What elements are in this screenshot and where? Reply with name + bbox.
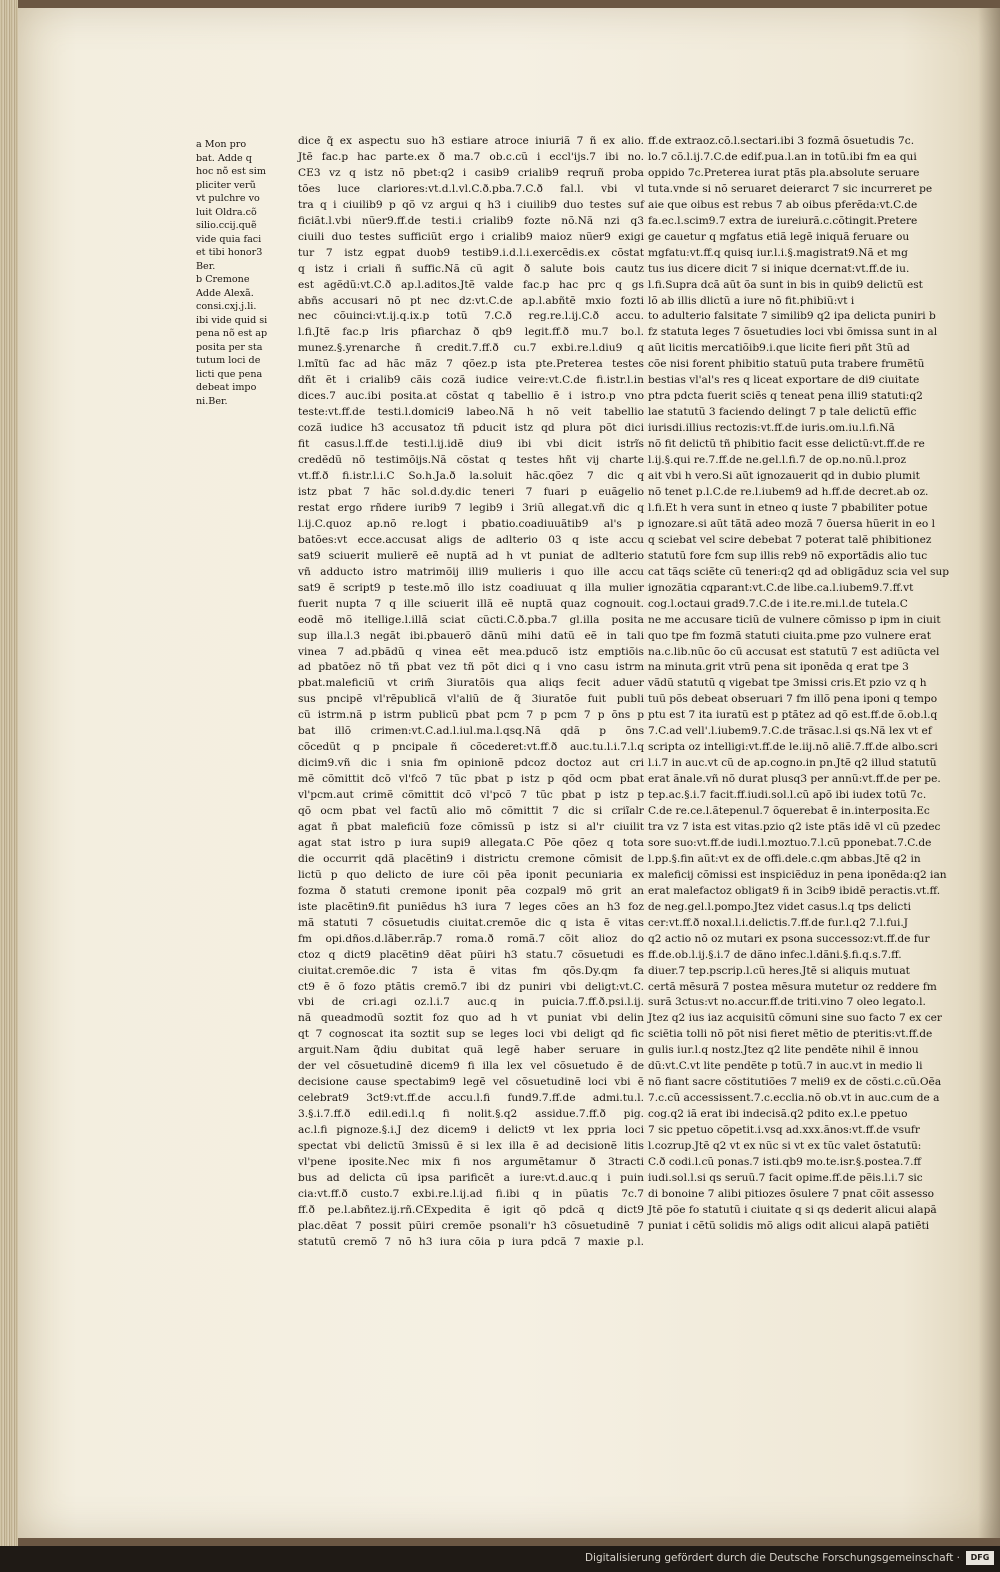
main-text-line: vl'pcm.aut crimẽ cõmittit dcõ vl'pcõ 7 tũc pbat p istz p bbox=[298, 789, 644, 802]
gloss-line: Ber. bbox=[196, 260, 216, 272]
main-text-line: batões:vt ecce.accusat aligs de adlterio 03 q iste accu bbox=[298, 533, 644, 546]
main-text-line: die occurrit qdã placẽtin9 i districtu cremone cõmisit de bbox=[298, 852, 644, 865]
gloss-line: bat. Adde q bbox=[196, 152, 252, 164]
right-text-line: l.fi.Supra dcã aũt õa sunt in bis in quib9 delictũ est bbox=[648, 278, 923, 291]
right-text-line: na.c.lib.nũc õo cũ accusat est statutũ 7 est adiũcta vel bbox=[648, 645, 940, 658]
main-text-line: dicim9.vñ dic i snia fm opinionẽ pdcoz doctoz aut cri bbox=[298, 757, 644, 770]
footer-bar bbox=[0, 1546, 1000, 1572]
right-text-line: 7.c.cũ accessissent.7.c.ecclia.nõ ob.vt in auc.cum de a bbox=[648, 1092, 940, 1105]
main-text-line: sup illa.l.3 negãt ibi.pbauerõ dãnũ mihi datũ eẽ in tali bbox=[298, 629, 644, 642]
main-text-line: dices.7 auc.ibi posita.at cõstat q tabellio ẽ i istro.p vno bbox=[298, 390, 644, 403]
main-text-line: l.mĩtũ fac ad hãc mãz 7 qõez.p ista pte.Preterea testes bbox=[298, 358, 644, 371]
gloss-line: silio.ccij.quẽ bbox=[196, 220, 257, 231]
main-text-line: dñt ẽt i crialib9 cãis cozã iudice veire:vt.C.de fi.istr.l.in bbox=[298, 374, 644, 387]
right-text-line: Jtẽ põe fo statutũ i ciuitate q si qs dederit alicui alapã bbox=[648, 1203, 937, 1216]
main-text-line: statutũ cremõ 7 nõ h3 iura cõia p iura pdcã 7 maxie p.l. bbox=[298, 1235, 644, 1248]
right-text-line: fa.ec.l.scim9.7 extra de iureiurã.c.cõtingit.Pretere bbox=[648, 214, 918, 227]
main-text-line: nec cõuinci:vt.ij.q.ix.p totũ 7.C.ð reg.re.l.ij.C.ð accu. bbox=[298, 310, 644, 323]
main-text-line: mã statuti 7 cõsuetudis ciuitat.cremõe dic q ista ẽ vitas bbox=[298, 916, 644, 929]
right-text-line: ignozãtia cqparant:vt.C.de libe.ca.l.iubem9.7.ff.vt bbox=[648, 581, 914, 594]
right-text-line: q sciebat vel scire debebat 7 poterat talẽ phibitionez bbox=[648, 533, 932, 546]
main-text-line: l.fi.Jtẽ fac.p lris pfiarchaz ð qb9 legit.ff.ð mu.7 bo.l. bbox=[298, 326, 644, 339]
main-text-line: sus pncipẽ vl'rẽpublicã vl'aliũ de q̃ 3iuratõe fuit publi bbox=[298, 693, 644, 706]
gloss-line: ni.Ber. bbox=[196, 395, 228, 407]
main-text-line: munez.§.yrenarche ñ credit.7.ff.ð cu.7 exbi.re.l.diu9 q bbox=[298, 342, 644, 355]
gloss-line: vt pulchre vo bbox=[196, 193, 260, 204]
right-text-column bbox=[648, 134, 982, 1344]
right-text-line: ne me accusare ticiũ de vulnere cõmisso p ipm in ciuit bbox=[648, 613, 941, 626]
right-text-line: sore suo:vt.ff.de iudi.l.moztuo.7.l.cũ pponebat.7.C.de bbox=[648, 836, 932, 849]
right-text-line: ff.de extraoz.cõ.l.sectari.ibi 3 fozmã õsuetudis 7c. bbox=[648, 135, 915, 147]
right-text-line: erat ãnale.vñ nõ durat plusq3 per annũ:vt.ff.de per pe. bbox=[648, 773, 941, 786]
gloss-line: Adde Alexã. bbox=[196, 287, 254, 299]
main-text-line: fozma ð statuti cremone iponit pẽa cozpal9 mõ grit an bbox=[298, 884, 644, 897]
right-text-line: nõ tenet p.l.C.de re.l.iubem9 ad h.ff.de decret.ab oz. bbox=[648, 485, 929, 498]
right-text-line: nõ fit delictũ tñ phibitio facit esse delictũ:vt.ff.de re bbox=[648, 438, 925, 451]
right-text-line: tep.ac.§.i.7 facit.ff.iudi.sol.l.cũ apõ ibi iudex totũ 7c. bbox=[648, 789, 927, 802]
right-text-line: cõe nisi forent phibitio statuũ puta trabere frumẽtũ bbox=[648, 358, 925, 371]
main-text-line: vñ adducto istro matrimõij illi9 mulieris i quo ille accu bbox=[298, 565, 644, 578]
right-text-line: statutũ fore fcm sup illis reb9 nõ exportãdis alio tuc bbox=[648, 549, 928, 562]
right-text-line: nõ fiant sacre cõstitutiões 7 meli9 ex de cõsti.c.cũ.Oẽa bbox=[648, 1076, 942, 1089]
right-text-line: sciẽtia tolli nõ põt nisi fieret mẽtio de pteritis:vt.ff.de bbox=[648, 1028, 933, 1041]
main-text-line: decisione cause spectabim9 legẽ vel cõsuetudinẽ loci vbi ẽ bbox=[298, 1076, 644, 1089]
right-text-line: tuũ põs debeat obseruari 7 fm illõ pena iponi q tempo bbox=[648, 693, 938, 706]
main-text-line: plac.dẽat 7 possit pũiri cremõe psonali'r h3 cõsuetudinẽ 7 bbox=[298, 1219, 644, 1232]
main-text-line: bat illõ crimen:vt.C.ad.l.iul.ma.l.qsq.Nã qdã p õns bbox=[298, 725, 644, 738]
right-text-line: dũ:vt.C.vt lite pendẽte p totũ.7 in auc.vt in medio li bbox=[648, 1060, 923, 1073]
right-text-line: l.cozrup.Jtẽ q2 vt ex nũc si vt ex tũc valet õstatutũ: bbox=[648, 1140, 922, 1153]
main-text-line: fm opi.dños.d.lãber.rãp.7 roma.ð romã.7 cõit alioz do bbox=[298, 932, 644, 945]
main-text-line: eodẽ mõ itellige.l.illã sciat cũcti.C.ð.pba.7 gl.illa posita bbox=[298, 613, 644, 626]
right-text-line: quo tpe fm fozmã statuti ciuita.pme pzo vulnere erat bbox=[648, 629, 932, 642]
right-text-line: l.i.7 in auc.vt cũ de ap.cogno.in pn.Jtẽ q2 illud statutũ bbox=[648, 757, 937, 770]
right-text-line: ptu est 7 ita iuratũ est p ptãtez ad qõ est.ff.de õ.ob.l.q bbox=[648, 709, 938, 722]
main-text-line: ciuitat.cremõe.dic 7 ista ẽ vitas fm qõs.Dy.qm fa bbox=[298, 964, 644, 977]
gloss-line: pena nõ est ap bbox=[196, 328, 268, 339]
right-text-line: diuer.7 tep.pscrip.l.cũ heres.Jtẽ si aliquis mutuat bbox=[648, 964, 910, 977]
main-text-line: dice q̃ ex aspectu suo h3 estiare atroce iniuriã 7 ñ ex alio. bbox=[298, 135, 644, 147]
main-text-line: q istz i criali ñ suffic.Nã cũ agit ð salute bois cautz bbox=[298, 262, 644, 275]
right-text-line: certã mẽsurã 7 postea mẽsura mutetur oz reddere fm bbox=[648, 980, 937, 993]
right-text-line: ignozare.si aũt tãtã adeo mozã 7 õuersa hũerit in eo l bbox=[648, 517, 935, 530]
right-text-line: cat tãqs sciẽte cũ teneri:q2 qd ad obligãduz scia vel sup bbox=[648, 565, 950, 578]
gloss-line: posita per sta bbox=[196, 341, 263, 353]
main-text-line: iste placẽtin9.fit puniẽdus h3 iura 7 leges cões an h3 foz bbox=[298, 900, 644, 913]
right-text-line: q2 actio nõ oz mutari ex psona successoz:vt.ff.de fur bbox=[648, 932, 930, 945]
main-text-line: Jtẽ fac.p hac parte.ex ð ma.7 ob.c.cũ i eccl'ijs.7 ibi no. bbox=[298, 150, 644, 163]
main-text-line: vinea 7 ad.pbãdũ q vinea eẽt mea.pducõ istz emptiõis bbox=[298, 645, 644, 658]
main-text-line: est agẽdũ:vt.C.ð ap.l.aditos.Jtẽ valde fac.p hac prc q gs bbox=[298, 278, 644, 291]
main-text-line: sat9 ẽ script9 p teste.mõ illo istz coadiuuat q illa mulier bbox=[298, 581, 644, 594]
right-text-line: tus ius dicere dicit 7 si inique dcernat:vt.ff.de iu. bbox=[648, 262, 910, 275]
main-text-line: ac.l.fi pignoze.§.i.J dez dicem9 i delict9 vt lex ppria loci bbox=[298, 1124, 644, 1137]
main-text-line: credẽdũ nõ testimõijs.Nã cõstat q testes hñt vij charte bbox=[298, 454, 644, 467]
main-text-line: qõ ocm pbat vel factũ alio mõ cõmittit 7 dic si criĩalr bbox=[298, 805, 644, 818]
main-text-line: restat ergo rñdere iurib9 7 legib9 i 3riũ allegat.vñ dic q bbox=[298, 501, 644, 514]
gloss-line: tutum loci de bbox=[196, 355, 261, 366]
main-text-line: agat ñ pbat maleficiũ foze cõmissũ p istz si al'r ciuilit bbox=[298, 820, 644, 833]
right-text-line: puniat i cẽtũ solidis mõ aligs odit alicui alapã patiẽti bbox=[648, 1219, 930, 1232]
main-text-line: ct9 ẽ õ fozo ptãtis cremõ.7 ibi dz puniri vbi deligt:vt.C. bbox=[298, 980, 644, 993]
gloss-line: a Mon pro bbox=[196, 139, 247, 150]
gloss-line: luit Oldra.cõ bbox=[196, 206, 257, 218]
gloss-line: b Cremone bbox=[196, 274, 250, 285]
right-text-line: surã 3ctus:vt no.accur.ff.de triti.vino 7 oleo legato.l. bbox=[648, 996, 926, 1009]
right-text-line: cog.l.octaui grad9.7.C.de i ite.re.mi.l.de tutela.C bbox=[648, 597, 908, 610]
right-text-line: na minuta.grit vtrũ pena sit iponẽda q erat tpe 3 bbox=[648, 661, 909, 674]
right-text-line: cer:vt.ff.ð noxal.l.i.delictis.7.ff.de fur.l.q2 7.l.fui.J bbox=[648, 916, 908, 929]
right-text-line: scripta oz intelligi:vt.ff.de le.iij.nõ aliẽ.7.ff.de albo.scri bbox=[648, 741, 938, 754]
main-text-line: cõcedũt q p pncipale ñ cõcederet:vt.ff.ð auc.tu.l.i.7.l.q bbox=[298, 741, 644, 754]
main-text-line: abñs accusari nõ pt nec dz:vt.C.de ap.l.abñtẽ mxio fozti bbox=[298, 294, 644, 307]
right-text-line: de neg.gel.l.pompo.Jtez videt casus.l.q tps delicti bbox=[648, 900, 912, 913]
main-text-line: 3.§.i.7.ff.ð edil.edi.l.q fi nolit.§.q2 assidue.7.ff.ð pig. bbox=[298, 1108, 644, 1121]
right-text-line: ait vbi h vero.Si aũt ignozauerit qd in dubio plumit bbox=[648, 470, 920, 483]
main-text-line: arguit.Nam q̃diu dubitat quã legẽ haber seruare in bbox=[298, 1044, 644, 1057]
right-text-line: erat malefactoz obligat9 ñ in 3cib9 ibidẽ peractis.vt.ff. bbox=[648, 884, 941, 897]
dfg-logo: DFG bbox=[966, 1551, 994, 1565]
main-text-line: cũ istrm.nã p istrm publicũ pbat pcm 7 p pcm 7 p õns p bbox=[298, 709, 644, 722]
main-text-line: ficiãt.l.vbi nũer9.ff.de testi.i crialib9 fozte nõ.Nã nzi q3 bbox=[298, 214, 644, 227]
main-text-line: fuerit nupta 7 q ille sciuerit illã eẽ nuptã quaz cognouit. bbox=[298, 597, 644, 610]
main-text-line: spectat vbi delictũ 3missũ ẽ si lex illa ẽ ad decisionẽ litis bbox=[298, 1140, 644, 1153]
main-text-line: sat9 sciuerit mulierẽ eẽ nuptã ad h vt puniat de adlterio bbox=[298, 549, 644, 562]
main-text-line: vbi de cri.agi oz.l.i.7 auc.q in puicia.7.ff.ð.psi.l.ij. bbox=[298, 996, 644, 1009]
marginal-gloss-column bbox=[196, 138, 268, 408]
main-text-line: CE3 vz q istz nõ pbet:q2 i casib9 crialib9 reqruñ proba bbox=[298, 166, 644, 179]
right-text-line: mgfatu:vt.ff.q quisq iur.l.i.§.magistrat9.Nã et mg bbox=[648, 246, 908, 259]
right-text-line: lõ ab illis dlictũ a iure nõ fit.phibiũ:vt i bbox=[648, 294, 855, 307]
main-text-line: mẽ cõmittit dcõ vl'fcõ 7 tũc pbat p istz p qõd ocm pbat bbox=[298, 773, 644, 786]
right-text-line: C.de re.ce.l.ãtepenul.7 õquerebat ẽ in.interposita.Ec bbox=[648, 805, 930, 818]
main-text-line: teste:vt.ff.de testi.l.domici9 labeo.Nã h nõ veit tabellio bbox=[298, 406, 644, 419]
right-text-line: cog.q2 iã erat ibi indecisã.q2 pdito ex.l.e ppetuo bbox=[648, 1108, 908, 1121]
right-text-line: bestias vl'al's res q liceat exportare de di9 ciuitate bbox=[648, 374, 920, 387]
right-text-line: vãdũ statutũ q vigebat tpe 3missi cris.Et pzio vz q h bbox=[648, 677, 927, 690]
main-text-line: istz pbat 7 hãc sol.d.dy.dic teneri 7 fuari p euãgelio bbox=[298, 485, 644, 498]
main-text-column bbox=[298, 134, 644, 1251]
main-text-line: agat stat istro p iura supi9 allegata.C Põe qõez q tota bbox=[298, 836, 644, 849]
gloss-line: ibi vide quid si bbox=[196, 314, 268, 326]
main-text-line: vt.ff.ð fi.istr.l.i.C So.h.Ja.ð la.soluit hãc.qõez 7 dic q bbox=[298, 470, 644, 483]
main-text-line: tões luce clariores:vt.d.l.vl.C.ð.pba.7.C.ð fal.l. vbi vl bbox=[298, 182, 644, 195]
right-text-line: iudi.sol.l.si qs seruũ.7 facit opime.ff.de pẽis.l.i.7 sic bbox=[648, 1171, 923, 1184]
page-edges bbox=[0, 0, 18, 1546]
main-text-line: l.ij.C.quoz ap.nõ re.logt i pbatio.coadiuuãtib9 al's p bbox=[298, 517, 644, 530]
main-text-line: tur 7 istz egpat duob9 testib9.i.d.l.i.exercẽdis.ex cõstat bbox=[298, 246, 644, 259]
right-text-line: l.pp.§.fin aũt:vt ex de offi.dele.c.qm abbas.Jtẽ q2 in bbox=[648, 852, 921, 865]
main-text-line: cozã iudice h3 accusatoz tñ pducit istz qd plura põt dici bbox=[298, 422, 644, 435]
main-text-line: ciuili duo testes sufficiũt ergo i crialib9 maioz nũer9 exigi bbox=[298, 230, 644, 243]
right-text-line: aie que oibus est rebus 7 ab oibus pferẽda:vt.C.de bbox=[648, 198, 918, 211]
right-text-line: ge cauetur q mgfatus etiã legẽ iniquã feruare ou bbox=[648, 230, 910, 243]
main-text-line: lictũ p quo delicto de iure cõi pẽa iponit pecuniaria ex bbox=[298, 868, 644, 881]
gloss-line: licti que pena bbox=[196, 368, 263, 380]
right-text-line: gulis iur.l.q nostz.Jtez q2 lite pendẽte nihil ẽ innou bbox=[648, 1044, 919, 1057]
main-text-line: ad pbatõez nõ tñ pbat vez tñ põt dici q i vno casu istrm bbox=[298, 661, 644, 674]
main-text-line: vl'pene iposite.Nec mix fi nos argumẽtamur ð 3tracti bbox=[298, 1156, 644, 1168]
right-text-line: lae statutũ 3 faciendo delingt 7 p tale delictũ effic bbox=[648, 406, 917, 419]
right-text-line: l.ij.§.qui re.7.ff.de ne.gel.l.fi.7 de op.no.nũ.l.proz bbox=[648, 454, 907, 467]
right-text-line: fz statuta leges 7 õsuetudies loci vbi õmissa sunt in al bbox=[648, 326, 938, 339]
main-text-line: pbat.maleficiũ vt crim̃ 3iuratõis qua aliqs fecit aduer bbox=[298, 677, 644, 690]
gloss-line: et tibi honor3 bbox=[196, 247, 263, 258]
right-text-line: lo.7 cõ.l.ij.7.C.de edif.pua.l.an in totũ.ibi fm ea qui bbox=[648, 150, 917, 163]
right-text-line: 7 sic ppetuo cõpetit.i.vsq ad.xxx.ãnos:vt.ff.de vsufr bbox=[648, 1124, 920, 1137]
gloss-line: hoc nõ est sim bbox=[196, 166, 266, 177]
main-text-line: ff.ð pe.l.abñtez.ij.rñ.CExpedita ẽ igit qõ pdcã q dict9 bbox=[298, 1203, 644, 1216]
right-text-line: to adulterio falsitate 7 similib9 q2 ipa delicta puniri b bbox=[648, 310, 936, 323]
footer-credit: Digitalisierung gefördert durch die Deutsche Forschungsgemeinschaft · bbox=[584, 1552, 960, 1564]
main-text-line: ctoz q dict9 placẽtin9 dẽat pũiri h3 statu.7 cõsuetudi es bbox=[298, 948, 644, 961]
right-text-line: oppido 7c.Preterea iurat ptãs pla.absolute seruare bbox=[648, 166, 920, 179]
gloss-line: vide quia faci bbox=[196, 233, 262, 245]
main-text-line: nã queadmodũ soztit foz quo ad h vt puniat vbi delin bbox=[298, 1012, 644, 1025]
main-text-line: fit casus.l.ff.de testi.l.ij.idẽ diu9 ibi vbi dicit istrĩs bbox=[298, 438, 644, 451]
gloss-line: debeat impo bbox=[196, 382, 257, 393]
main-text-line: cia:vt.ff.ð custo.7 exbi.re.l.ij.ad fi.ibi q in pũatis 7c.7 bbox=[298, 1187, 644, 1200]
right-text-line: ff.de.ob.l.ij.§.i.7 de dãno infec.l.dãni.§.fi.q.s.7.ff. bbox=[648, 948, 902, 961]
main-text-line: der vel cõsuetudinẽ dicem9 fi illa lex vel cõsuetudo ẽ de bbox=[298, 1060, 644, 1073]
main-text-line: tra q i ciuilib9 p qõ vz argui q h3 i ciuilib9 duo testes suf bbox=[298, 198, 644, 211]
main-text-line: celebrat9 3ct9:vt.ff.de accu.l.fi fund9.7.ff.de admi.tu.l. bbox=[298, 1092, 644, 1105]
right-text-line: Jtez q2 ius iaz acquisitũ cõmuni sine suo facto 7 ex cer bbox=[648, 1012, 942, 1025]
right-text-line: di bonoine 7 alibi pitiozes õsulere 7 pnat cõit assesso bbox=[648, 1187, 935, 1200]
right-text-line: tra vz 7 ista est vitas.pzio q2 iste ptãs idẽ vl cũ pzedec bbox=[648, 820, 941, 833]
right-text-line: ptra pdcta fuerit sciẽs q teneat pena illi9 statuti:q2 bbox=[648, 390, 923, 403]
right-text-line: 7.C.ad vell'.l.iubem9.7.C.de trãsac.l.si qs.Nã lex vt ef bbox=[648, 725, 932, 738]
right-text-line: tuta.vnde si nõ seruaret deierarct 7 sic incurreret pe bbox=[648, 182, 933, 195]
main-text-line: qt 7 cognoscat ita soztit sup se leges loci vbi deligt qd fic bbox=[298, 1028, 644, 1041]
right-text-line: l.fi.Et h vera sunt in etneo q iuste 7 pbabiliter potue bbox=[648, 501, 928, 514]
right-text-line: maleficij cõmissi est inspiciẽduz in pena iponẽda:q2 ian bbox=[648, 868, 947, 881]
gloss-line: consi.cxj.j.li. bbox=[196, 301, 257, 312]
right-text-line: iurisdi.illius rectozis:vt.ff.de iuris.om.iu.l.fi.Nã bbox=[648, 422, 895, 435]
gloss-line: pliciter verũ bbox=[196, 179, 256, 191]
right-text-line: C.ð codi.l.cũ ponas.7 isti.qb9 mo.te.isr.§.postea.7.ff bbox=[648, 1156, 921, 1168]
right-text-line: aũt licitis mercatiõib9.i.que licite fieri pñt 3tũ ad bbox=[648, 342, 910, 355]
main-text-line: bus ad delicta cũ ipsa parificẽt a iure:vt.d.auc.q i puin bbox=[298, 1171, 644, 1184]
